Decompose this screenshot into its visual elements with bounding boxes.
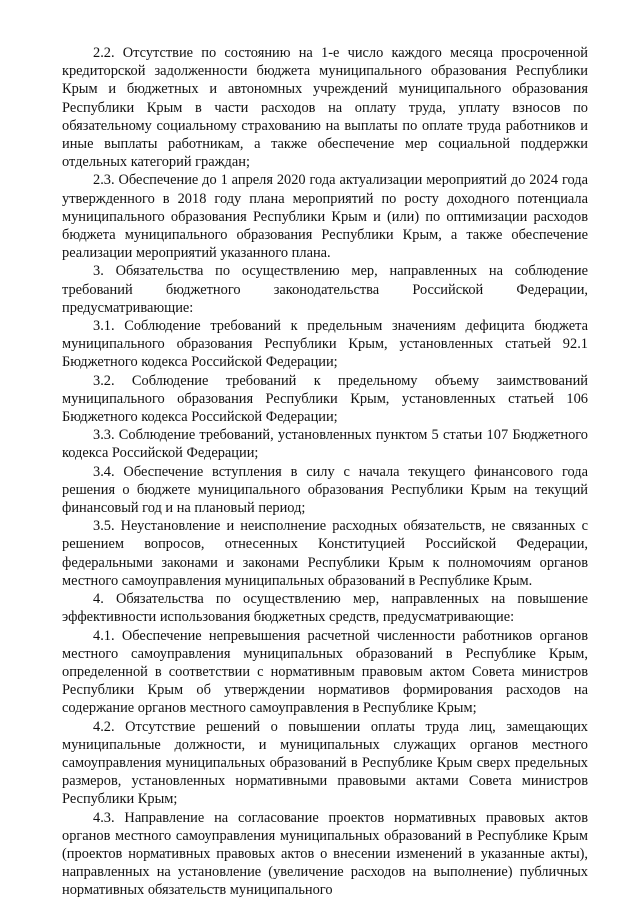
paragraph-4-2: 4.2. Отсутствие решений о повышении оплаты труда лиц, замещающих муниципальные должности, и муниципальных служащих органов местного самоуправления муниципальных образований в Республике Крым сверх предельных размеров, установленных нормативными правовыми актами Совета министров Республики Крым; bbox=[62, 718, 588, 808]
paragraph-2-3: 2.3. Обеспечение до 1 апреля 2020 года актуализации мероприятий до 2024 года утвержденного в 2018 году плана мероприятий по росту доходного потенциала муниципального образования Республики Крым и (или) по оптимизации расходов бюджета муниципального образования Республики Крым, а также обеспечение реализации мероприятий указанного плана. bbox=[62, 172, 588, 262]
paragraph-3: 3. Обязательства по осуществлению мер, направленных на соблюдение требований бюджетного законодательства Российской Федерации, предусматривающие: bbox=[62, 263, 588, 316]
paragraph-4: 4. Обязательства по осуществлению мер, направленных на повышение эффективности использования бюджетных средств, предусматривающие: bbox=[62, 591, 588, 626]
paragraph-4-1: 4.1. Обеспечение непревышения расчетной численности работников органов местного самоуправления муниципальных образований в Республике Крым, определенной в соответствии с нормативным правовым актом Совета министров Республики Крым об утверждении нормативов формирования расходов на содержание органов местного самоуправления в Республике Крым; bbox=[62, 627, 588, 717]
paragraph-3-3: 3.3. Соблюдение требований, установленных пунктом 5 статьи 107 Бюджетного кодекса Российской Федерации; bbox=[62, 427, 588, 462]
paragraph-4-3: 4.3. Направление на согласование проектов нормативных правовых актов органов местного самоуправления муниципальных образований в Республике Крым (проектов нормативных правовых актов о внесении изменений в указанные акты), направленных на установление (увеличение расходов на выполнение) публичных нормативных обязательств муниципального bbox=[62, 809, 588, 899]
paragraph-2-2: 2.2. Отсутствие по состоянию на 1-е число каждого месяца просроченной кредиторской задолженности бюджета муниципального образования Республики Крым и бюджетных и автономных учреждений муниципального образования Республики Крым в части расходов на оплату труда, уплату взносов по обязательному социальному страхованию на выплаты по оплате труда работников и иные выплаты работникам, а также обеспечение мер социальной поддержки отдельных категорий граждан; bbox=[62, 45, 588, 171]
paragraph-3-2: 3.2. Соблюдение требований к предельному объему заимствований муниципального образования Республики Крым, установленных статьей 106 Бюджетного кодекса Российской Федерации; bbox=[62, 372, 588, 426]
paragraph-3-5: 3.5. Неустановление и неисполнение расходных обязательств, не связанных с решением вопросов, отнесенных Конституцией Российской Федерации, федеральными законами и законами Республики Крым к полномочиям органов местного самоуправления муниципальных образований в Республике Крым. bbox=[62, 518, 588, 589]
paragraph-3-1: 3.1. Соблюдение требований к предельным значениям дефицита бюджета муниципального образования Республики Крым, установленных статьей 92.1 Бюджетного кодекса Российской Федерации; bbox=[62, 318, 588, 371]
paragraph-3-4: 3.4. Обеспечение вступления в силу с начала текущего финансового года решения о бюджете муниципального образования Республики Крым на текущий финансовый год и на плановый период; bbox=[62, 463, 588, 517]
document-page bbox=[62, 44, 588, 900]
